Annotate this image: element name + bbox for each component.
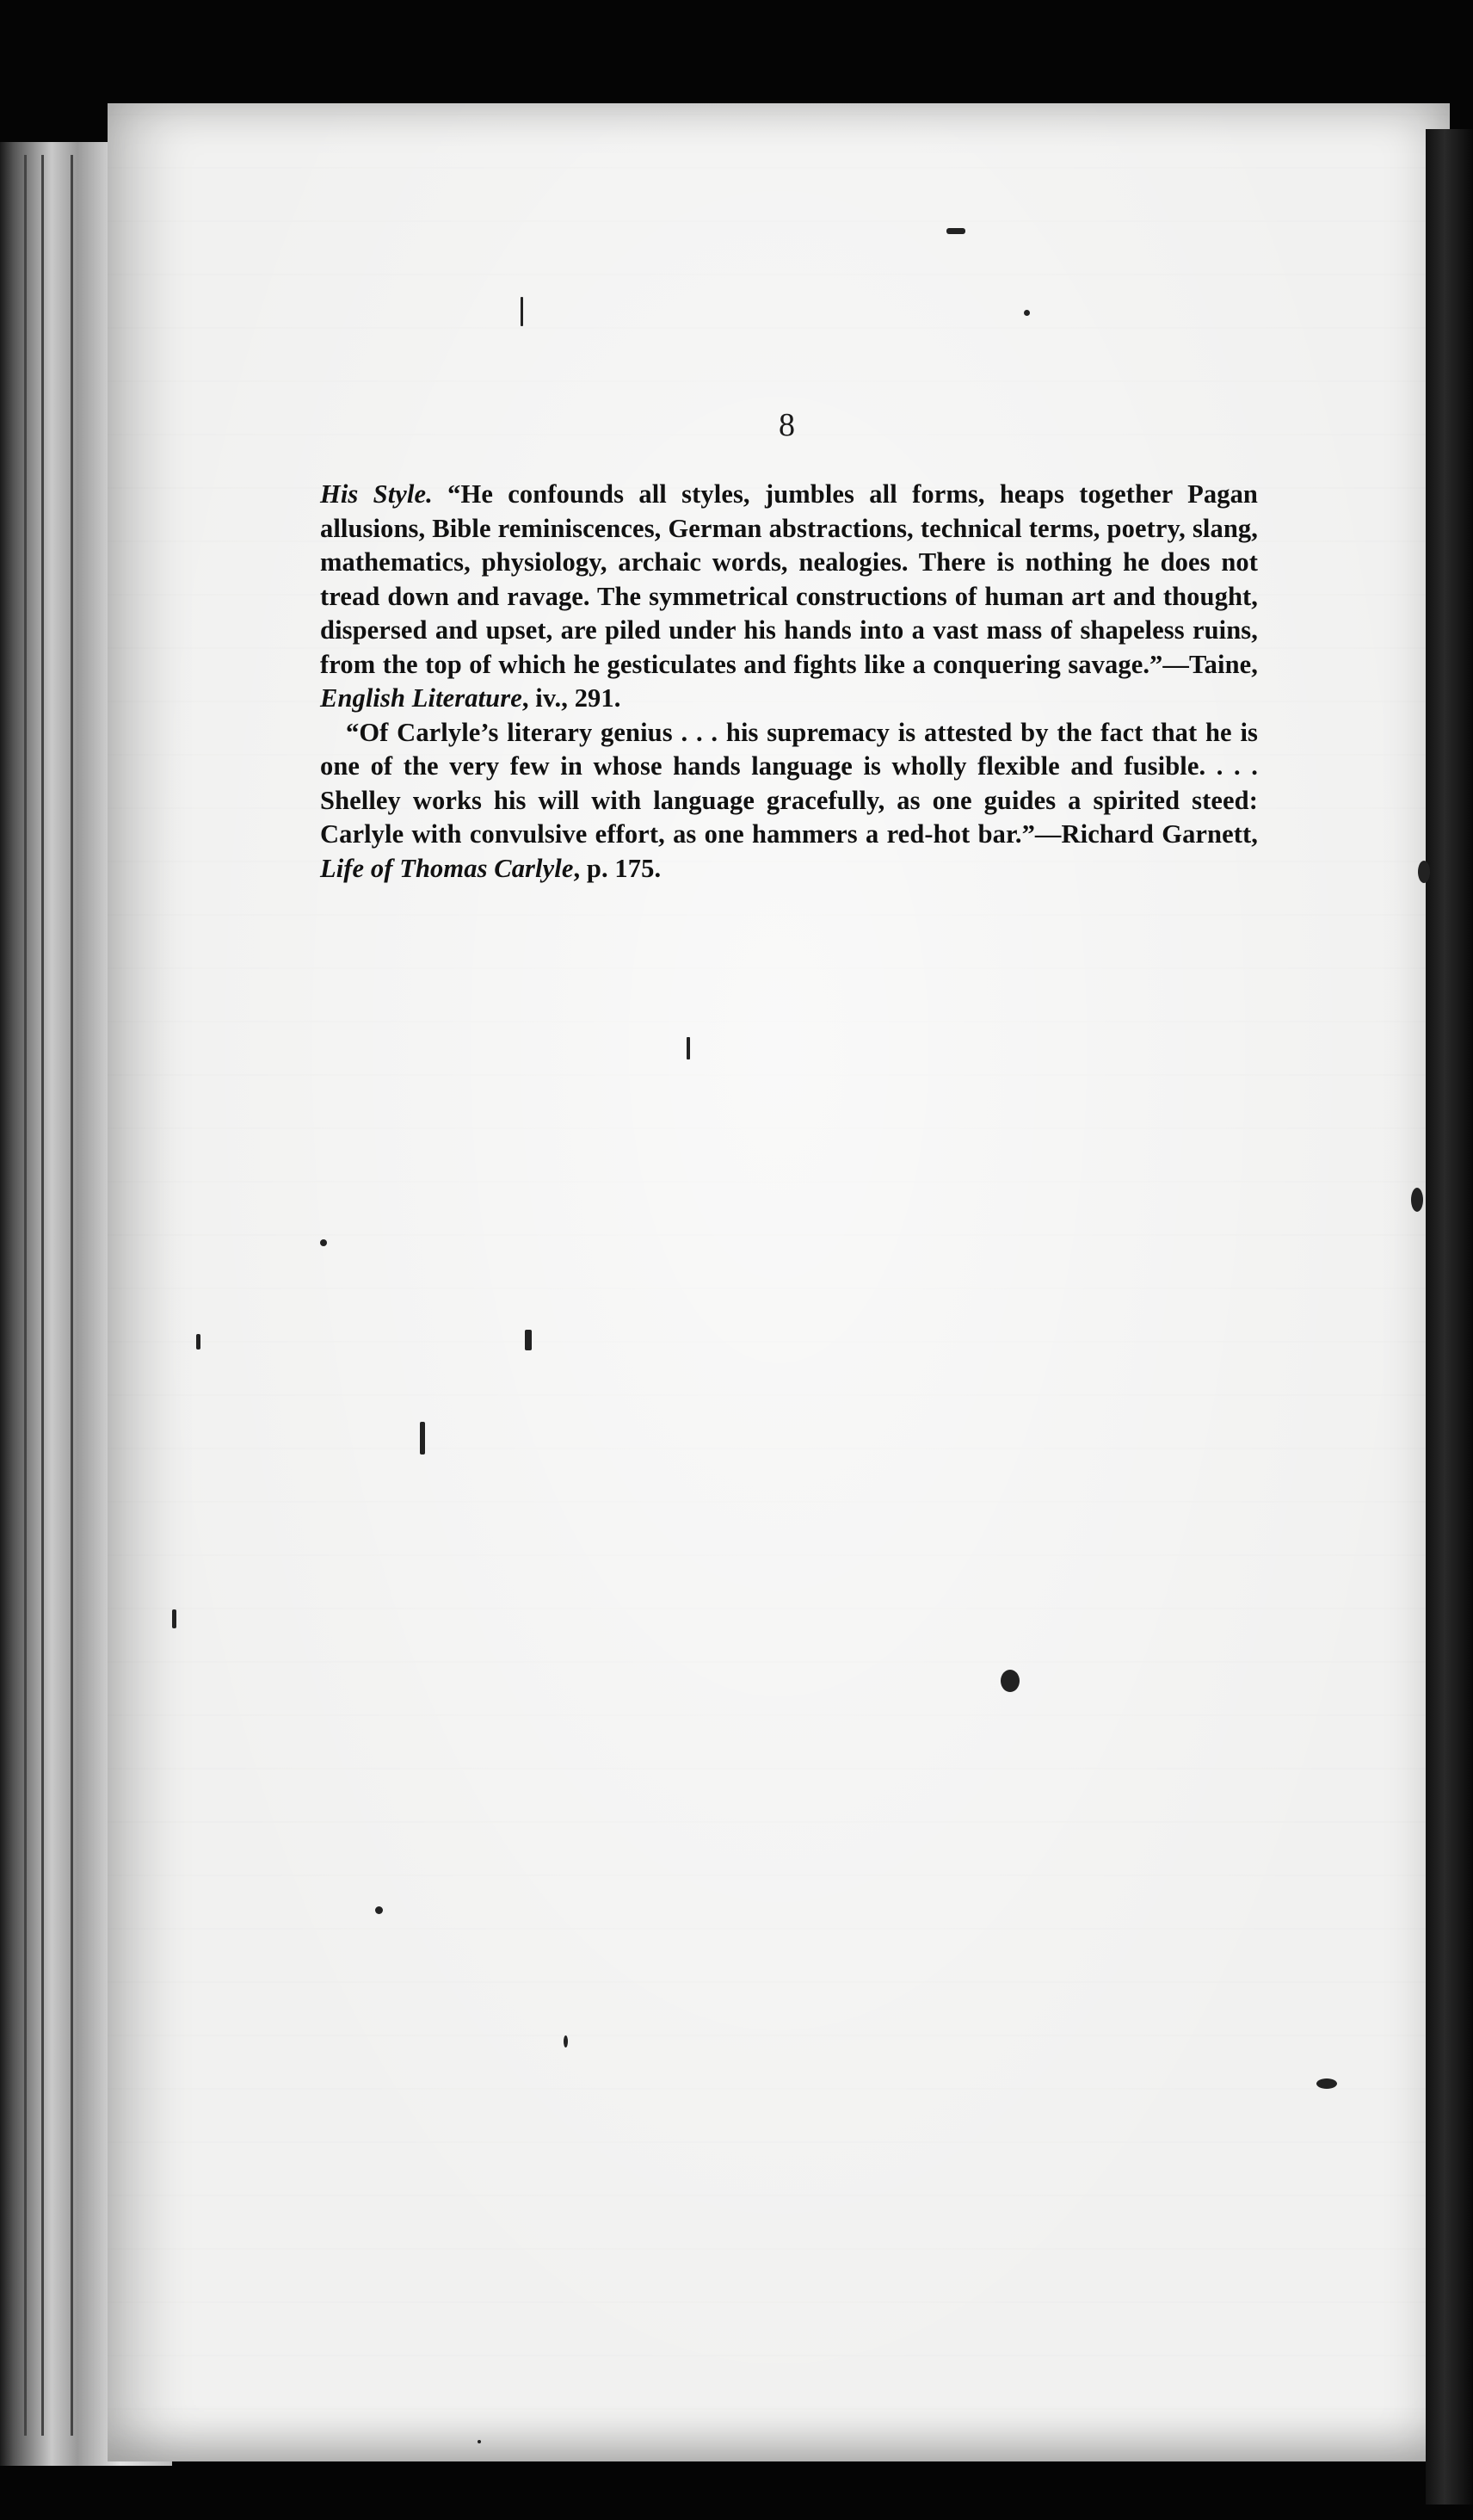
paragraph-garnett [320,716,1258,886]
dust-speck [1024,310,1030,316]
dust-speck [564,2035,568,2048]
scratch-mark [687,1037,690,1059]
text-block [320,478,1258,886]
scratch-mark [196,1334,200,1350]
scratch-mark [946,228,965,234]
citation-tail: , p. 175. [573,853,662,883]
page-edge-line [24,155,27,2436]
dust-speck [375,1906,383,1914]
paragraph-body: “He confounds all styles, jumbles all forms, heaps together Pagan allusions, Bible reminiscences, German abstractions, technical terms, poetry, slang, mathematics, physiology, archaic words, nealogies. There is nothing he does not tread down and ravage. The symmetrical constructions of human art and thought, dispersed and upset, are piled under his hands into a vast mass of shapeless ruins, from the top of which he gesticulates and fights like a conquering savage.”—Taine, [320,479,1258,679]
dust-speck [1418,861,1430,883]
paragraph-body: “Of Carlyle’s literary genius . . . his supremacy is attested by the fact that he is one of the very few in whose hands language is wholly flexible and fusible. . . . Shelley works his will with language gracefully, as one guides a spirited steed: Carlyle with convulsive effort, as one hammers a red-hot bar.”—Richard Garnett, [320,717,1258,849]
binding-edge [1426,129,1473,2505]
scratch-mark [525,1330,532,1350]
page-number: 8 [779,407,795,443]
citation-title: Life of Thomas Carlyle [320,853,574,883]
scratch-mark [521,297,523,326]
page-edge-line [71,155,73,2436]
citation-tail: , iv., 291. [521,683,621,713]
ink-blot [1001,1670,1020,1692]
citation-title: English Literature [320,683,522,713]
scratch-mark [420,1422,425,1455]
side-label: His Style. [320,479,433,509]
dust-speck [1411,1188,1423,1212]
dust-speck [320,1239,327,1246]
scratch-mark [172,1609,176,1628]
page-edge-line [41,155,44,2436]
paragraph-his-style [320,478,1258,716]
dust-speck [478,2440,481,2443]
dust-speck [1316,2078,1337,2089]
scanned-page [108,103,1450,2461]
